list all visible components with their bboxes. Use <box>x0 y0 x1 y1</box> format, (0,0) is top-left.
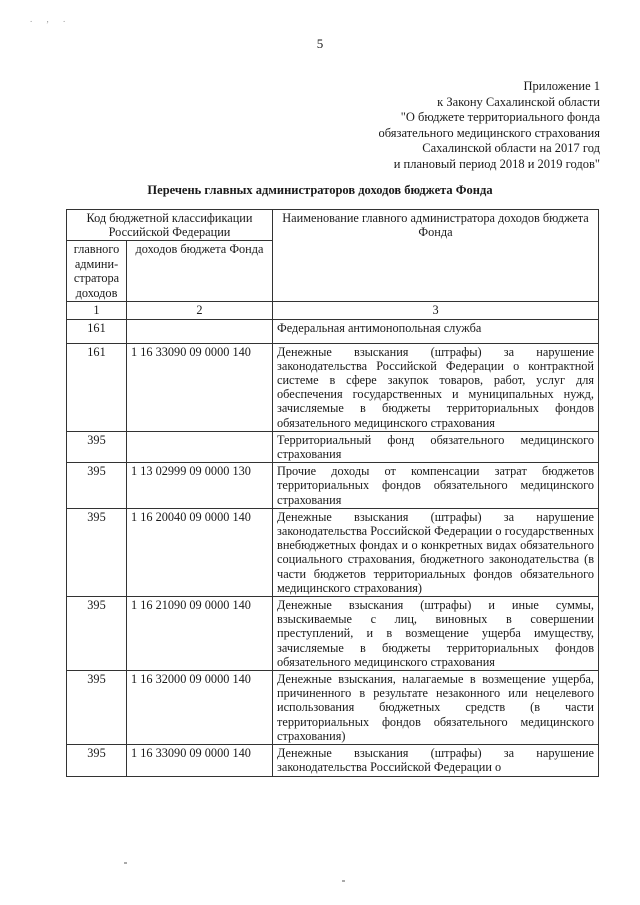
column-number: 3 <box>273 302 599 319</box>
revenue-name: Денежные взыскания (штрафы) за нарушение законодательства Российской Федерации о контрактной системе в сфере закупок товаров, работ, услуг для обеспечения государственных и муниципальных нужд, зачисляемые в бюджеты территориальных фондов обязательного медицинского страхования <box>273 343 599 431</box>
appendix-line: Приложение 1 <box>523 79 600 93</box>
appendix-header <box>300 79 600 172</box>
revenue-name: Федеральная антимонопольная служба <box>273 319 599 343</box>
header-administrator-name: Наименование главного администратора доходов бюджета Фонда <box>273 210 599 302</box>
column-number: 2 <box>127 302 273 319</box>
revenue-name: Денежные взыскания, налагаемые в возмещение ущерба, причиненного в результате незаконного или нецелевого использования бюджетных средств (в части территориальных фондов обязательного медицинского страхования) <box>273 671 599 745</box>
income-code <box>127 431 273 462</box>
admin-code: 395 <box>67 508 127 596</box>
admin-code: 395 <box>67 431 127 462</box>
table-row <box>67 463 599 509</box>
header-classification-code: Код бюджетной классификации Российской Федерации <box>67 210 273 241</box>
page-number: 5 <box>316 36 324 51</box>
appendix-line: обязательного медицинского страхования <box>378 125 600 140</box>
subheader-fund-income: доходов бюджета Фонда <box>127 241 273 302</box>
table-row <box>67 319 599 343</box>
income-code: 1 13 02999 09 0000 130 <box>127 463 273 509</box>
table-row <box>67 671 599 745</box>
admin-code: 395 <box>67 745 127 776</box>
column-number: 1 <box>67 302 127 319</box>
scan-speck <box>124 862 127 864</box>
revenue-name: Денежные взыскания (штрафы) за нарушение законодательства Российской Федерации о государственных внебюджетных фондах и о конкретных видах обязательного социального страхования, бюджетного законодательства (в части бюджетов территориальных фондов обязательного медицинского страхования) <box>273 508 599 596</box>
admin-code: 395 <box>67 671 127 745</box>
table-row <box>67 508 599 596</box>
scan-speck <box>342 880 345 882</box>
table-row <box>67 431 599 462</box>
income-code: 1 16 33090 09 0000 140 <box>127 343 273 431</box>
admin-code: 161 <box>67 319 127 343</box>
table-row <box>67 343 599 431</box>
income-code: 1 16 20040 09 0000 140 <box>127 508 273 596</box>
appendix-line: и плановый период 2018 и 2019 годов" <box>393 156 600 171</box>
appendix-line: Сахалинской области на 2017 год <box>422 141 600 155</box>
revenue-name: Территориальный фонд обязательного медицинского страхования <box>273 431 599 462</box>
corner-scan-mark: . , . <box>30 14 72 24</box>
document-title: Перечень главных администраторов доходов бюджета Фонда <box>147 183 493 197</box>
table-row <box>67 745 599 776</box>
admin-code: 161 <box>67 343 127 431</box>
income-code: 1 16 32000 09 0000 140 <box>127 671 273 745</box>
subheader-main-administrator: главного админи-стратора доходов <box>67 241 127 302</box>
income-code: 1 16 33090 09 0000 140 <box>127 745 273 776</box>
revenue-administrators-table <box>66 209 599 777</box>
table-row <box>67 597 599 671</box>
income-code: 1 16 21090 09 0000 140 <box>127 597 273 671</box>
admin-code: 395 <box>67 463 127 509</box>
revenue-name: Денежные взыскания (штрафы) и иные суммы, взыскиваемые с лиц, виновных в совершении преступлений, и в возмещение ущерба имуществу, зачисляемые в бюджеты территориальных фондов обязательного медицинского страхования <box>273 597 599 671</box>
appendix-line: "О бюджете территориального фонда <box>400 110 600 124</box>
income-code <box>127 319 273 343</box>
revenue-name: Прочие доходы от компенсации затрат бюджетов территориальных фондов обязательного медицинского страхования <box>273 463 599 509</box>
appendix-line: к Закону Сахалинской области <box>437 94 600 109</box>
admin-code: 395 <box>67 597 127 671</box>
revenue-name: Денежные взыскания (штрафы) за нарушение законодательства Российской Федерации о <box>273 745 599 776</box>
